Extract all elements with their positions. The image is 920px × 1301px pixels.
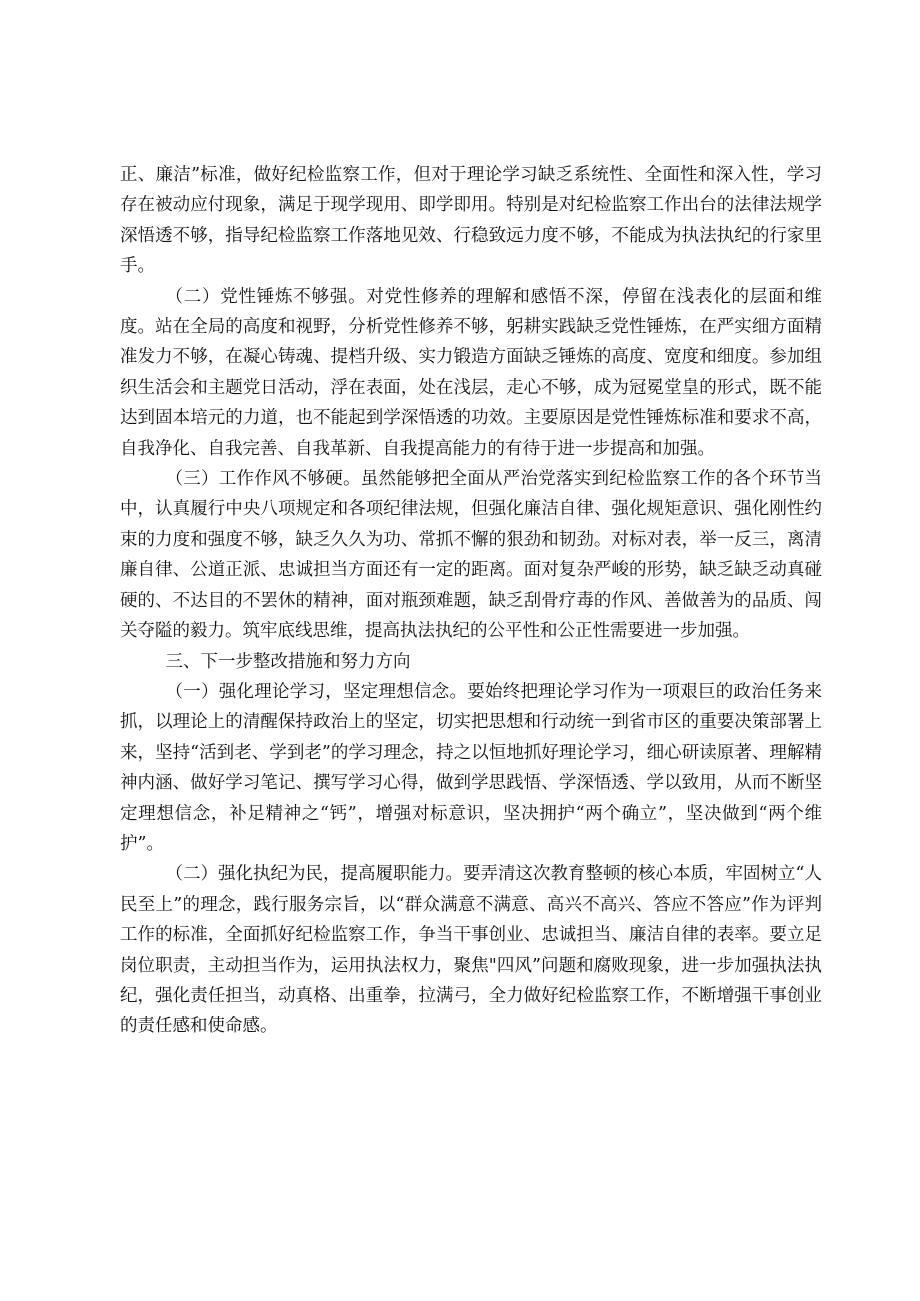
document-body: [120, 160, 822, 1042]
paragraph-work-style: （三）工作作风不够硬。虽然能够把全面从严治党落实到纪检监察工作的各个环节当中，认真履行中央八项规定和各项纪律法规，但强化廉洁自律、强化规矩意识、强化刚性约束的力度和强度不够，缺乏久久为功、常抓不懈的狠劲和韧劲。对标对表，举一反三，离清廉自律、公道正派、忠诚担当方面还有一定的距离。面对复杂严峻的形势，缺乏缺乏动真碰硬的、不达目的不罢休的精神，面对瓶颈难题，缺乏刮骨疗毒的作风、善做善为的品质、闯关夺隘的毅力。筑牢底线思维，提高执法执纪的公平性和公正性需要进一步加强。: [120, 469, 822, 642]
section-heading-next-steps: 三、下一步整改措施和努力方向: [165, 651, 411, 672]
paragraph-party-spirit: （二）党性锤炼不够强。对党性修养的理解和感悟不深，停留在浅表化的层面和维度。站在全局的高度和视野，分析党性修养不够，躬耕实践缺乏党性锤炼，在严实细方面精准发力不够，在凝心铸魂、提档升级、实力锻造方面缺乏锤炼的高度、宽度和细度。参加组织生活会和主题党日活动，浮在表面，处在浅层，走心不够，成为冠冕堂皇的形式，既不能达到固本培元的力道，也不能起到学深悟透的功效。主要原因是党性锤炼标准和要求不高，自我净化、自我完善、自我革新、自我提高能力的有待于进一步提高和加强。: [120, 286, 822, 459]
paragraph-theory-study: （一）强化理论学习，坚定理想信念。要始终把理论学习作为一项艰巨的政治任务来抓，以理论上的清醒保持政治上的坚定，切实把思想和行动统一到省市区的重要决策部署上来，坚持“活到老、学到老”的学习理念，持之以恒地抓好理论学习，细心研读原著、理解精神内涵、做好学习笔记、撰写学习心得，做到学思践悟、学深悟透、学以致用，从而不断坚定理想信念，补足精神之“钙”，增强对标意识，坚决拥护“两个确立”，坚决做到“两个维护”。: [120, 681, 822, 854]
paragraph-continuation: 正、廉洁”标准，做好纪检监察工作，但对于理论学习缺乏系统性、全面性和深入性，学习存在被动应付现象，满足于现学现用、即学即用。特别是对纪检监察工作出台的法律法规学深悟透不够，指导纪检监察工作落地见效、行稳致远力度不够，不能成为执法执纪的行家里手。: [120, 165, 822, 277]
paragraph-discipline-for-people: （二）强化执纪为民，提高履职能力。要弄清这次教育整顿的核心本质，牢固树立“人民至上”的理念，践行服务宗旨，以“群众满意不满意、高兴不高兴、答应不答应”作为评判工作的标准，全面抓好纪检监察工作，争当干事创业、忠诚担当、廉洁自律的表率。要立足岗位职责，主动担当作为，运用执法权力，聚焦"四风”问题和腐败现象，进一步加强执法执纪，强化责任担当，动真格、出重拳，拉满弓，全力做好纪检监察工作，不断增强干事创业的责任感和使命感。: [120, 864, 822, 1037]
